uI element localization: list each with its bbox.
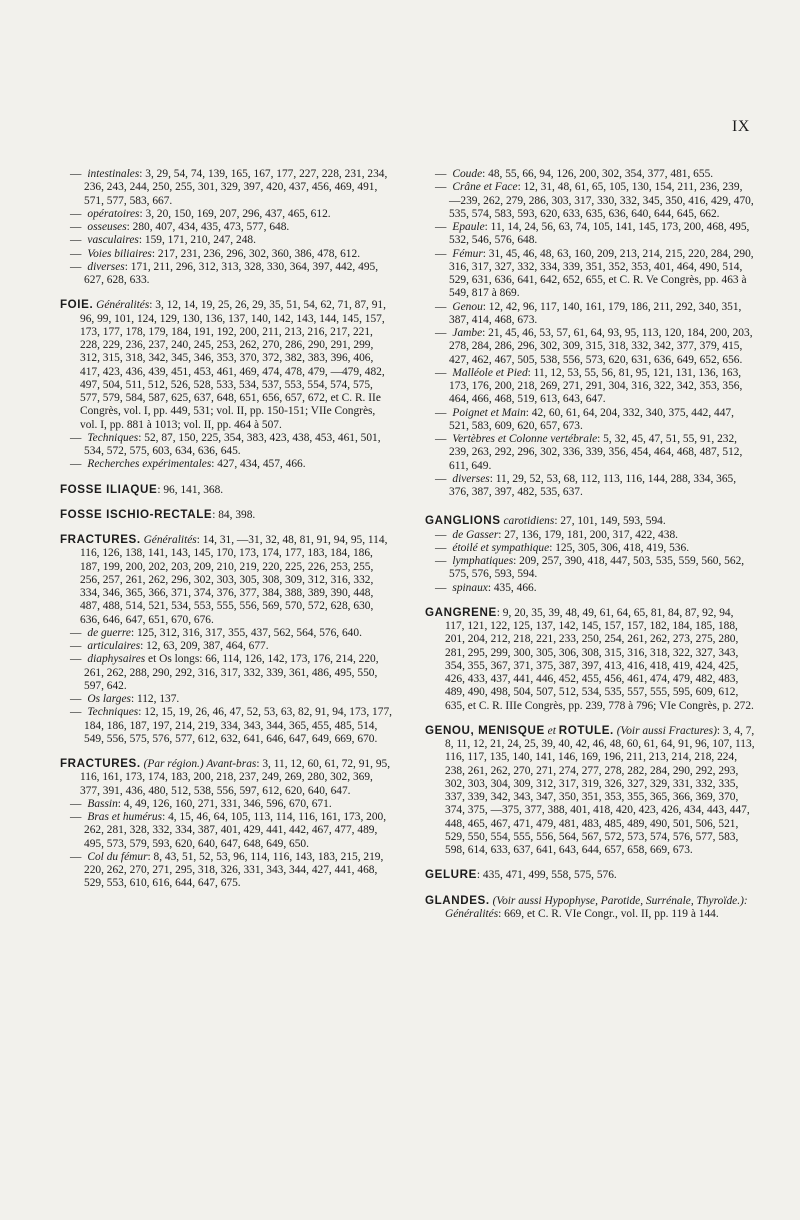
entry-dash: —	[435, 221, 447, 233]
entry-subheading-second: (Voir aussi Fractures)	[616, 724, 717, 737]
subentry-term: Bras et humérus	[87, 811, 163, 823]
entry-heading: FOIE.	[60, 298, 94, 312]
subentry-term: Recherches expérimentales	[87, 458, 212, 471]
index-subentry	[60, 168, 394, 208]
page-references: : 8, 43, 51, 52, 53, 96, 114, 116, 143, 183, 215, 219, 220, 262, 270, 271, 295, 318, 326, 331, 343, 344, 427, 441, 468, 529, 553, 610, 616, 644, 647, 675.	[84, 850, 384, 890]
index-entry	[425, 868, 755, 882]
entry-dash: —	[70, 234, 82, 247]
entry-dash: —	[435, 472, 447, 485]
index-entry	[60, 508, 394, 522]
index-column-right	[425, 168, 755, 921]
page-references: : 280, 407, 434, 435, 473, 577, 648.	[126, 221, 290, 233]
entry-dash: —	[70, 207, 82, 220]
entry-heading: GANGLIONS	[425, 514, 501, 528]
subentry-term: diaphysaires	[87, 653, 146, 666]
subentry-term: intestinales	[87, 168, 140, 180]
index-subentry	[425, 473, 755, 500]
subentry-term: Poignet et Main	[452, 406, 526, 419]
entry-dash: —	[70, 653, 82, 666]
entry-heading: FOSSE ILIAQUE	[60, 482, 158, 496]
page-references: : 125, 305, 306, 418, 419, 536.	[549, 541, 690, 554]
entry-heading: GENOU, MENISQUE	[425, 723, 545, 737]
index-subentry	[60, 432, 394, 459]
index-entry	[60, 483, 394, 497]
index-subentry	[425, 555, 755, 582]
page-references: : 125, 312, 316, 317, 355, 437, 562, 564, 576, 640.	[130, 626, 362, 639]
entry-heading-second: ROTULE.	[558, 723, 614, 737]
index-entry	[60, 757, 394, 798]
page-references: : 3, 4, 7, 8, 11, 12, 21, 24, 25, 39, 40, 42, 46, 48, 60, 61, 64, 91, 96, 107, 113, 116, 117, 135, 140, 141, 146, 169, 196, 211, 213, 214, 218, 224, 238, 261, 262, 270, 271, 274, 277, 278, 282, 284, 290, 292, 293, 302, 303, 304, 309, 312, 317, 319, 326, 327, 329, 331, 332, 335, 337, 339, 342, 343, 347, 350, 351, 353, 355, 365, 366, 369, 370, 374, 375, —375, 377, 388, 401, 418, 420, 423, 426, 434, 443, 447, 448, 465, 467, 471, 479, 481, 483, 485, 489, 490, 501, 506, 521, 529, 550, 554, 555, 556, 564, 567, 572, 573, 574, 576, 577, 583, 598, 614, 633, 637, 641, 643, 644, 657, 658, 669, 673.	[445, 724, 755, 856]
page-references: : 12, 15, 19, 26, 46, 47, 52, 53, 63, 82, 91, 94, 173, 177, 184, 186, 187, 197, 214, 219, 334, 343, 344, 365, 455, 485, 514, 549, 556, 575, 576, 577, 612, 632, 641, 646, 647, 649, 669, 670.	[84, 706, 392, 745]
subentry-term: Crâne et Face	[452, 181, 518, 194]
page-references: : 12, 31, 48, 61, 65, 105, 130, 154, 211, 236, 239, —239, 262, 279, 286, 303, 317, 330, 332, 345, 350, 416, 429, 470, 535, 574, 583, 593, 620, 633, 635, 636, 640, 644, 645, 662.	[449, 181, 754, 220]
entry-dash: —	[435, 581, 447, 594]
index-subentry	[60, 693, 394, 706]
page-references: et Os longs: 66, 114, 126, 142, 173, 176, 214, 220, 261, 262, 288, 290, 292, 316, 317, 332, 339, 361, 486, 495, 550, 597, 642.	[84, 653, 379, 692]
page-references: : 3, 29, 54, 74, 139, 165, 167, 177, 227, 228, 231, 234, 236, 243, 244, 250, 255, 301, 329, 397, 420, 437, 456, 469, 491, 571, 577, 583, 667.	[84, 168, 388, 207]
subentry-term: osseuses	[87, 221, 127, 233]
index-subentry	[60, 458, 394, 471]
entry-dash: —	[70, 260, 82, 273]
entry-subheading: et	[547, 724, 556, 737]
index-subentry	[425, 327, 755, 367]
index-subentry	[60, 248, 394, 261]
page-references: : 669, et C. R. VIe Congr., vol. II, pp. 119 à 144.	[498, 907, 719, 920]
subentry-term: de Gasser	[452, 528, 499, 541]
page-references: : 3, 20, 150, 169, 207, 296, 437, 465, 612.	[139, 207, 331, 220]
page-references: : 171, 211, 296, 312, 313, 328, 330, 364, 397, 442, 495, 627, 628, 633.	[84, 260, 379, 286]
entry-heading: GANGRENE	[425, 605, 497, 619]
entry-dash: —	[70, 811, 82, 823]
page-references: : 31, 45, 46, 48, 63, 160, 209, 213, 214, 215, 220, 284, 290, 316, 317, 327, 332, 334, 339, 351, 352, 353, 401, 464, 490, 514, 529, 631, 636, 641, 642, 652, 655, et C. R. Ve Congrès, pp. 463 à 549, 817 à 869.	[449, 247, 754, 300]
page-references: : 112, 137.	[130, 693, 180, 705]
page-references: : 11, 14, 24, 56, 63, 74, 105, 141, 145, 173, 200, 468, 495, 532, 546, 576, 648.	[449, 221, 750, 247]
subentry-term: Epaule	[452, 221, 485, 233]
subentry-term: diverses	[87, 260, 125, 273]
entry-heading: FRACTURES.	[60, 533, 141, 546]
subentry-term: Genou	[452, 300, 483, 313]
index-subentry	[425, 221, 755, 248]
entry-dash: —	[70, 168, 82, 180]
page-references: : 217, 231, 236, 296, 302, 360, 386, 478, 612.	[151, 247, 361, 260]
index-subentry	[60, 261, 394, 288]
entry-dash: —	[435, 528, 447, 541]
index-column-left	[60, 168, 394, 891]
entry-dash: —	[70, 706, 82, 719]
page-references: : 12, 42, 96, 117, 140, 161, 179, 186, 211, 292, 340, 351, 387, 414, 468, 673.	[449, 300, 742, 326]
page-references: : 427, 434, 457, 466.	[211, 458, 306, 471]
index-subentry	[60, 627, 394, 640]
entry-dash: —	[435, 181, 447, 194]
entry-heading: GLANDES.	[425, 893, 490, 907]
subentry-term: étoilé et sympathique	[452, 541, 550, 554]
index-subentry	[425, 542, 755, 555]
index-subentry	[60, 208, 394, 221]
entry-dash: —	[435, 327, 447, 339]
subentry-term: Fémur	[452, 247, 483, 260]
index-subentry	[60, 811, 394, 851]
page-references: : 435, 471, 499, 558, 575, 576.	[476, 869, 617, 882]
subentry-term: spinaux	[452, 581, 488, 594]
index-entry	[60, 533, 394, 627]
index-subentry	[60, 798, 394, 811]
entry-heading: GELURE	[425, 868, 477, 882]
subentry-term: Col du fémur	[87, 850, 148, 863]
index-subentry	[425, 367, 755, 407]
index-subentry	[425, 529, 755, 542]
page-references: : 11, 12, 53, 55, 56, 81, 95, 121, 131, 136, 163, 173, 176, 200, 218, 269, 271, 291, 304, 316, 322, 342, 353, 356, 464, 466, 468, 519, 613, 643, 647.	[449, 366, 743, 406]
entry-dash: —	[70, 640, 82, 652]
page-references: : 84, 398.	[212, 508, 256, 521]
index-subentry	[60, 706, 394, 746]
index-subentry	[425, 181, 755, 221]
entry-subheading: carotidiens	[503, 515, 555, 528]
index-subentry	[60, 221, 394, 234]
index-subentry	[60, 640, 394, 653]
entry-dash: —	[70, 247, 82, 260]
index-subentry	[60, 653, 394, 693]
entry-dash: —	[435, 541, 447, 554]
entry-subheading: (Voir aussi Hypophyse, Parotide, Surrénale, Thyroïde.): Généralités	[445, 894, 748, 920]
index-subentry	[60, 234, 394, 247]
index-entry	[425, 606, 755, 713]
page-references: : 209, 257, 390, 418, 447, 503, 535, 559, 560, 562, 575, 576, 593, 594.	[449, 555, 745, 581]
page-references: : 11, 29, 52, 53, 68, 112, 113, 116, 144, 288, 334, 365, 376, 387, 397, 482, 535, 637.	[449, 472, 737, 498]
entry-dash: —	[70, 431, 82, 444]
subentry-term: Os larges	[87, 693, 131, 705]
page-references: : 435, 466.	[487, 581, 537, 594]
subentry-term: opératoires	[87, 207, 140, 220]
page-references: : 27, 136, 179, 181, 200, 317, 422, 438.	[498, 528, 678, 541]
index-entry	[60, 298, 394, 432]
page-references: : 3, 12, 14, 19, 25, 26, 29, 35, 51, 54, 62, 71, 87, 91, 96, 99, 101, 124, 129, 130, 136, 137, 140, 142, 143, 144, 145, 157, 173, 177, 178, 179, 184, 191, 192, 200, 211, 213, 216, 217, 221, 228, 229, 236, 237, 240, 245, 253, 262, 270, 286, 290, 291, 299, 312, 315, 318, 342, 345, 346, 353, 370, 372, 382, 383, 396, 406, 417, 423, 436, 439, 451, 453, 461, 469, 474, 478, 479, —479, 482, 497, 504, 511, 512, 526, 528, 533, 534, 537, 553, 554, 574, 575, 577, 579, 584, 587, 625, 637, 648, 651, 656, 657, 672, et C. R. IIe Congrès, vol. I, pp. 449, 531; vol. II, pp. 150-151; VIIe Congrès, vol. I, pp. 881 à 1013; vol. II, pp. 464 à 507.	[80, 299, 386, 431]
entry-dash: —	[435, 247, 447, 260]
page-references: : 12, 63, 209, 387, 464, 677.	[140, 640, 269, 652]
entry-subheading: Généralités	[96, 299, 150, 312]
subentry-term: Vertèbres et Colonne vertébrale	[452, 433, 598, 445]
subentry-term: articulaires	[87, 640, 141, 652]
index-subentry	[60, 851, 394, 891]
page-references: : 159, 171, 210, 247, 248.	[138, 234, 256, 247]
entry-dash: —	[70, 221, 82, 233]
entry-dash: —	[70, 458, 82, 471]
entry-dash: —	[435, 406, 447, 419]
page-references: : 4, 49, 126, 160, 271, 331, 346, 596, 670, 671.	[117, 797, 332, 810]
entry-dash: —	[435, 555, 447, 567]
subentry-term: Jambe	[452, 327, 483, 339]
subentry-term: de guerre	[87, 626, 131, 639]
subentry-term: Techniques	[87, 431, 139, 444]
entry-dash: —	[435, 168, 447, 180]
page-references: : 21, 45, 46, 53, 57, 61, 64, 93, 95, 113, 120, 184, 200, 203, 278, 284, 286, 296, 302, 309, 315, 318, 332, 342, 377, 379, 415, 427, 462, 467, 505, 538, 556, 573, 620, 631, 636, 649, 652, 656.	[449, 327, 753, 366]
index-entry	[425, 724, 755, 858]
subentry-term: Malléole et Pied	[452, 366, 528, 379]
entry-dash: —	[435, 300, 447, 313]
entry-dash: —	[70, 693, 82, 705]
subentry-term: Bassin	[87, 797, 118, 810]
page-references: : 3, 11, 12, 60, 61, 72, 91, 95, 116, 161, 173, 174, 183, 200, 218, 237, 249, 269, 280, 302, 369, 377, 391, 436, 480, 512, 538, 556, 597, 612, 620, 640, 647.	[80, 758, 391, 797]
entry-heading: FOSSE ISCHIO-RECTALE	[60, 507, 213, 521]
page-references: : 96, 141, 368.	[157, 483, 224, 496]
index-subentry	[425, 582, 755, 595]
page-references: : 14, 31, —31, 32, 48, 81, 91, 94, 95, 114, 116, 126, 138, 141, 143, 145, 170, 173, 174, 177, 183, 184, 186, 187, 199, 200, 202, 203, 209, 210, 219, 220, 225, 226, 253, 255, 256, 257, 261, 262, 296, 302, 303, 305, 308, 309, 312, 316, 332, 334, 346, 365, 366, 371, 374, 376, 377, 384, 388, 389, 390, 448, 487, 488, 514, 521, 534, 553, 555, 556, 569, 570, 572, 628, 630, 636, 646, 647, 651, 670, 676.	[80, 534, 388, 626]
page-references: : 48, 55, 66, 94, 126, 200, 302, 354, 377, 481, 655.	[482, 168, 714, 180]
entry-dash: —	[435, 366, 447, 379]
index-subentry	[425, 168, 755, 181]
page-references: : 4, 15, 46, 64, 105, 113, 114, 116, 161, 173, 200, 262, 281, 328, 332, 334, 387, 401, 429, 441, 442, 467, 477, 489, 495, 573, 579, 593, 620, 640, 647, 648, 649, 650.	[84, 811, 387, 850]
index-subentry	[425, 301, 755, 328]
subentry-term: vasculaires	[87, 234, 139, 247]
entry-dash: —	[70, 626, 82, 639]
entry-dash: —	[70, 797, 82, 810]
page-references: : 52, 87, 150, 225, 354, 383, 423, 438, 453, 461, 501, 534, 572, 575, 603, 634, 636, 645.	[84, 431, 381, 457]
subentry-term: Coude	[452, 168, 483, 180]
index-subentry	[425, 407, 755, 434]
index-entry	[425, 514, 755, 528]
subentry-term: Techniques	[87, 706, 139, 719]
page-references: : 9, 20, 35, 39, 48, 49, 61, 64, 65, 81, 84, 87, 92, 94, 117, 121, 122, 125, 137, 142, 145, 157, 157, 182, 184, 185, 188, 201, 204, 212, 218, 221, 233, 250, 254, 261, 262, 273, 275, 280, 281, 295, 299, 300, 305, 306, 308, 315, 316, 318, 322, 327, 343, 354, 355, 367, 371, 375, 387, 397, 413, 416, 418, 419, 424, 425, 426, 433, 437, 441, 446, 452, 455, 456, 461, 474, 479, 482, 483, 489, 490, 498, 504, 507, 512, 534, 535, 557, 555, 595, 609, 612, 635, et C. R. IIIe Congrès, pp. 239, 778 à 796; VIe Congrès, p. 272.	[445, 606, 754, 712]
page-references: : 27, 101, 149, 593, 594.	[554, 515, 666, 528]
index-entry	[425, 894, 755, 922]
subentry-term: Voies biliaires	[87, 247, 152, 260]
subentry-term: lymphatiques	[452, 555, 514, 567]
entry-subheading: Généralités	[143, 534, 197, 546]
subentry-term: diverses	[452, 472, 490, 485]
entry-dash: —	[70, 850, 82, 863]
page-references: : 42, 60, 61, 64, 204, 332, 340, 375, 442, 447, 521, 583, 609, 620, 657, 673.	[449, 406, 734, 432]
index-subentry	[425, 248, 755, 301]
entry-heading: FRACTURES.	[60, 757, 141, 770]
page-number: IX	[732, 118, 750, 135]
entry-subheading: (Par région.) Avant-bras	[143, 758, 257, 770]
index-subentry	[425, 433, 755, 473]
page-references: : 5, 32, 45, 47, 51, 55, 91, 232, 239, 263, 292, 296, 302, 336, 339, 356, 454, 464, 468, 487, 512, 611, 649.	[449, 433, 743, 472]
entry-dash: —	[435, 433, 447, 445]
